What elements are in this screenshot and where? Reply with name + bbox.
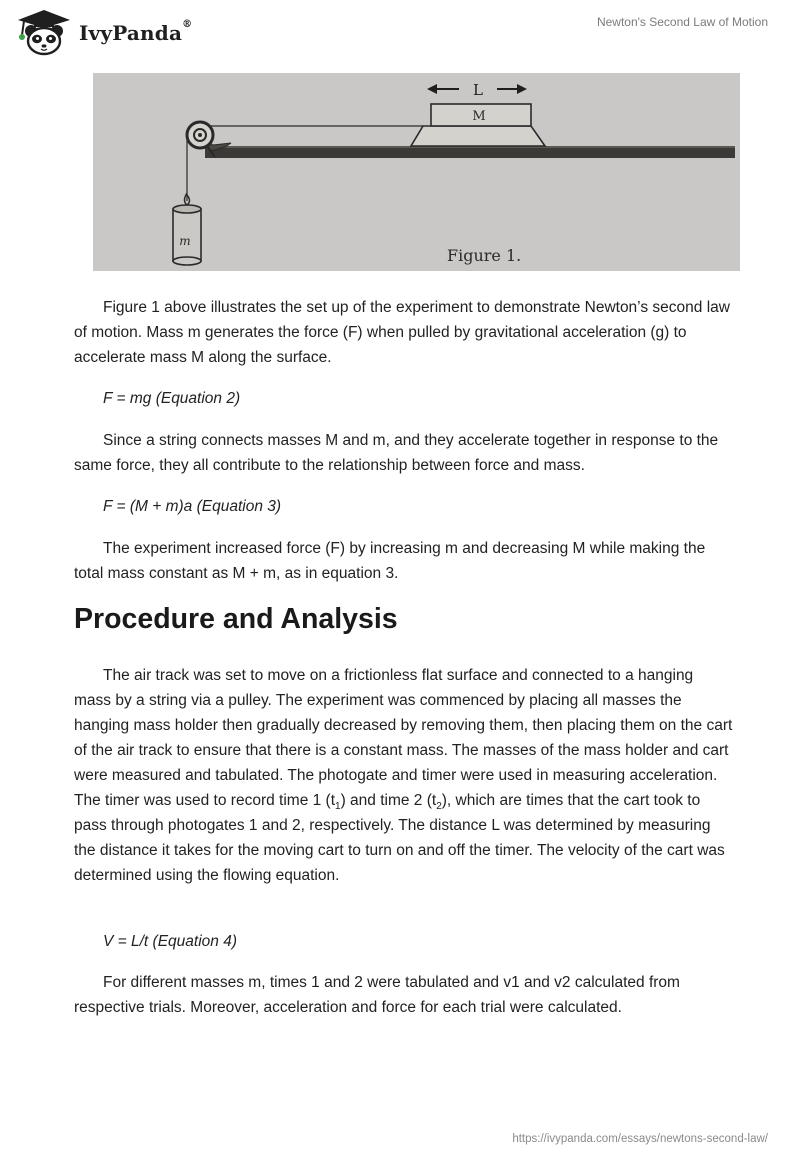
label-L: L [473,81,483,99]
paragraph-procedure: The air track was set to move on a frictionless flat surface and connected to a hanging mass by a string via a pulley. The experiment was commenced by placing all masses the hanging mass holder then gradually decreased by removing them, then placing them on the cart of the air track to ensure that there is a constant mass. The masses of the mass holder and cart were measured and tabulated. The photogate and timer were used in measuring acceleration. The timer was used to record time 1 $(t_1)$ and time 2 $(t_2)$, which are times that the cart took to pass through photogates 1 and 2, respectively. The distance L was determined by measuring the distance it takes for the moving cart to turn on and off the timer. The velocity of the cart was determined using the flowing equation. [74,667,733,884]
section-heading: Procedure and Analysis [74,603,398,635]
experiment-figure [93,73,740,271]
paragraph-constant-mass: The experiment increased force (F) by increasing m and decreasing M while making the total mass constant as M + m, as in equation 3. [74,540,706,582]
hanging-mass [173,205,201,265]
panda-graduate-icon [14,8,78,56]
equation-4: V = L/t (Equation 4) [103,933,237,950]
cart-M [411,104,545,146]
brand-name[interactable]: IvyPanda® [79,19,193,45]
running-title: Newton's Second Law of Motion [596,15,768,29]
equation-3: F = (M + m)a (Equation 3) [103,498,282,515]
length-arrow [427,81,527,99]
paragraph-trials: For different masses m, times 1 and 2 were tabulated and v1 and v2 calculated from respective trials. Moreover, acceleration and force for each trial were calculated. [74,974,680,1016]
label-M: M [472,109,486,124]
pulley-icon [187,122,213,148]
page-header [0,0,800,60]
paragraph-figure-description: Figure 1 above illustrates the set up of the experiment to demonstrate Newton’s second law of motion. Mass m generates the force (F) when pulled by gravitational acceleration (g) to accelerate mass M along the surface. [74,299,730,366]
label-m: m [179,234,191,248]
source-url-link[interactable]: https://ivypanda.com/essays/newtons-second-law/ [512,1133,768,1145]
paragraph-string-connection: Since a string connects masses M and m, and they accelerate together in response to the same force, they all contribute to the relationship between force and mass. [74,432,719,474]
equation-2: F = mg (Equation 2) [103,390,241,407]
figure-caption: Figure 1. [447,246,522,265]
